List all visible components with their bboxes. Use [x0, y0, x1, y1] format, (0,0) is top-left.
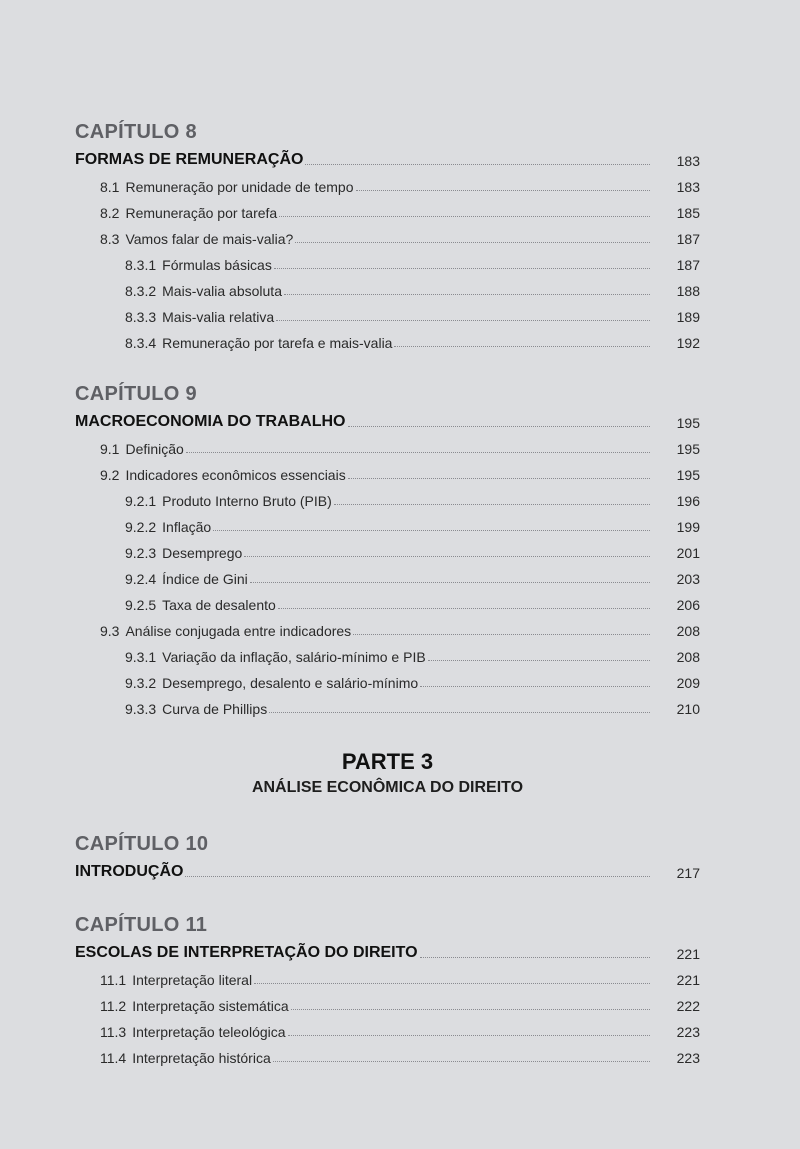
section-title: Mais-valia absoluta: [162, 283, 282, 299]
dot-leader: [276, 320, 650, 321]
toc-entry-9-2-2[interactable]: [125, 513, 700, 535]
dot-leader: [356, 190, 650, 191]
toc-entry-9-3[interactable]: [100, 617, 700, 639]
toc-entry-text: MACROECONOMIA DO TRABALHO: [75, 413, 346, 430]
toc-page-number: 187: [676, 231, 700, 247]
toc-page-number: 196: [676, 493, 700, 509]
toc-page-number: 195: [676, 441, 700, 457]
section-title: Taxa de desalento: [162, 597, 276, 613]
section-title: Análise conjugada entre indicadores: [125, 623, 352, 639]
toc-chapter-10-title[interactable]: [75, 859, 700, 881]
toc-page-number: 206: [676, 597, 700, 613]
section-title: Desemprego: [162, 545, 243, 561]
toc-page-number: 189: [676, 309, 700, 325]
dot-leader: [288, 1035, 650, 1036]
toc-page-number: 185: [676, 205, 700, 221]
dot-leader: [186, 452, 650, 453]
toc-entry-8-3-2[interactable]: [125, 277, 700, 299]
dot-leader: [269, 712, 650, 713]
toc-page-number: 201: [676, 545, 700, 561]
section-number: 9.2: [100, 467, 120, 483]
section-number: 9.1: [100, 441, 120, 457]
toc-page-number: 223: [676, 1024, 700, 1040]
chapter-11-label: CAPÍTULO 11: [75, 914, 208, 936]
toc-entry-9-3-2[interactable]: [125, 669, 700, 691]
section-number: 8.1: [100, 179, 120, 195]
toc-page-number: 192: [676, 335, 700, 351]
section-number: 9.3.1: [125, 649, 157, 665]
section-number: 11.3: [100, 1024, 127, 1040]
toc-chapter-11-title[interactable]: [75, 940, 700, 962]
dot-leader: [420, 686, 650, 687]
section-number: 11.2: [100, 998, 127, 1014]
toc-entry-9-1[interactable]: [100, 435, 700, 457]
section-number: 9.2.3: [125, 545, 157, 561]
dot-leader: [353, 634, 650, 635]
dot-leader: [273, 1061, 650, 1062]
section-number: 9.2.2: [125, 519, 157, 535]
section-title: Índice de Gini: [162, 571, 248, 587]
toc-page-number: 183: [676, 153, 700, 169]
toc-entry-text: INTRODUÇÃO: [75, 863, 184, 880]
toc-entry-8-3-4[interactable]: [125, 329, 700, 351]
dot-leader: [185, 876, 650, 877]
section-title: Interpretação histórica: [132, 1050, 271, 1066]
dot-leader: [428, 660, 650, 661]
section-number: 9.3.2: [125, 675, 157, 691]
toc-entry-9-3-3[interactable]: [125, 695, 700, 717]
toc-chapter-8-title[interactable]: [75, 147, 700, 169]
toc-entry-8-3-3[interactable]: [125, 303, 700, 325]
toc-entry-9-2-3[interactable]: [125, 539, 700, 561]
dot-leader: [279, 216, 650, 217]
toc-page-number: 199: [676, 519, 700, 535]
toc-page-number: 195: [676, 415, 700, 431]
toc-page-number: 223: [676, 1050, 700, 1066]
chapter-9-label: CAPÍTULO 9: [75, 383, 197, 405]
toc-entry-9-2[interactable]: [100, 461, 700, 483]
section-title: Inflação: [162, 519, 212, 535]
dot-leader: [305, 164, 650, 165]
toc-page-number: 188: [676, 283, 700, 299]
toc-chapter-9-title[interactable]: [75, 409, 700, 431]
toc-page-number: 221: [676, 946, 700, 962]
dot-leader: [420, 957, 650, 958]
section-title: Interpretação literal: [132, 972, 253, 988]
section-title: Curva de Phillips: [162, 701, 268, 717]
section-number: 11.1: [100, 972, 127, 988]
section-number: 9.2.5: [125, 597, 157, 613]
toc-entry-9-2-4[interactable]: [125, 565, 700, 587]
toc-entry-11-4[interactable]: [100, 1044, 700, 1066]
dot-leader: [278, 608, 650, 609]
toc-entry-8-1[interactable]: [100, 173, 700, 195]
toc-page-number: 187: [676, 257, 700, 273]
chapter-8-label: CAPÍTULO 8: [75, 121, 197, 143]
toc-entry-text: FORMAS DE REMUNERAÇÃO: [75, 151, 304, 168]
dot-leader: [334, 504, 650, 505]
section-title: Indicadores econômicos essenciais: [125, 467, 346, 483]
section-number: 8.3.3: [125, 309, 157, 325]
toc-entry-9-3-1[interactable]: [125, 643, 700, 665]
section-title: Vamos falar de mais-valia?: [125, 231, 294, 247]
chapter-10-label: CAPÍTULO 10: [75, 833, 209, 855]
dot-leader: [348, 426, 651, 427]
section-number: 8.3.1: [125, 257, 157, 273]
section-title: Mais-valia relativa: [162, 309, 275, 325]
section-title: Interpretação teleológica: [132, 1024, 286, 1040]
toc-page-number: 208: [676, 623, 700, 639]
toc-page-number: 209: [676, 675, 700, 691]
toc-page-number: 210: [676, 701, 700, 717]
section-title: Remuneração por unidade de tempo: [125, 179, 354, 195]
dot-leader: [348, 478, 650, 479]
section-number: 9.2.1: [125, 493, 157, 509]
section-number: 8.3: [100, 231, 120, 247]
toc-entry-11-2[interactable]: [100, 992, 700, 1014]
toc-entry-8-3[interactable]: [100, 225, 700, 247]
section-title: Remuneração por tarefa e mais-valia: [162, 335, 393, 351]
toc-page-number: 183: [676, 179, 700, 195]
section-title: Produto Interno Bruto (PIB): [162, 493, 332, 509]
toc-page-number: 208: [676, 649, 700, 665]
dot-leader: [274, 268, 650, 269]
dot-leader: [284, 294, 650, 295]
dot-leader: [295, 242, 650, 243]
section-title: Variação da inflação, salário-mínimo e PIB: [162, 649, 426, 665]
part-3-title: PARTE 3: [341, 749, 434, 774]
section-title: Remuneração por tarefa: [125, 205, 278, 221]
dot-leader: [291, 1009, 650, 1010]
section-number: 9.2.4: [125, 571, 157, 587]
toc-entry-9-2-1[interactable]: [125, 487, 700, 509]
section-number: 8.3.2: [125, 283, 157, 299]
section-number: 11.4: [100, 1050, 127, 1066]
dot-leader: [250, 582, 650, 583]
section-title: Definição: [125, 441, 184, 457]
section-number: 9.3.3: [125, 701, 157, 717]
toc-entry-9-2-5[interactable]: [125, 591, 700, 613]
section-number: 8.2: [100, 205, 120, 221]
part-3-subtitle: ANÁLISE ECONÔMICA DO DIREITO: [251, 779, 524, 796]
section-title: Desemprego, desalento e salário-mínimo: [162, 675, 419, 691]
dot-leader: [254, 983, 650, 984]
dot-leader: [394, 346, 650, 347]
toc-entry-11-1[interactable]: [100, 966, 700, 988]
toc-entry-11-3[interactable]: [100, 1018, 700, 1040]
toc-page-number: 222: [676, 998, 700, 1014]
dot-leader: [213, 530, 650, 531]
toc-page-number: 203: [676, 571, 700, 587]
toc-entry-8-2[interactable]: [100, 199, 700, 221]
toc-page-number: 221: [676, 972, 700, 988]
section-number: 9.3: [100, 623, 120, 639]
toc-page-number: 217: [676, 865, 700, 881]
section-title: Interpretação sistemática: [132, 998, 289, 1014]
section-title: Fórmulas básicas: [162, 257, 272, 273]
toc-entry-8-3-1[interactable]: [125, 251, 700, 273]
dot-leader: [244, 556, 650, 557]
section-number: 8.3.4: [125, 335, 157, 351]
toc-page-number: 195: [676, 467, 700, 483]
toc-entry-text: ESCOLAS DE INTERPRETAÇÃO DO DIREITO: [75, 944, 418, 961]
